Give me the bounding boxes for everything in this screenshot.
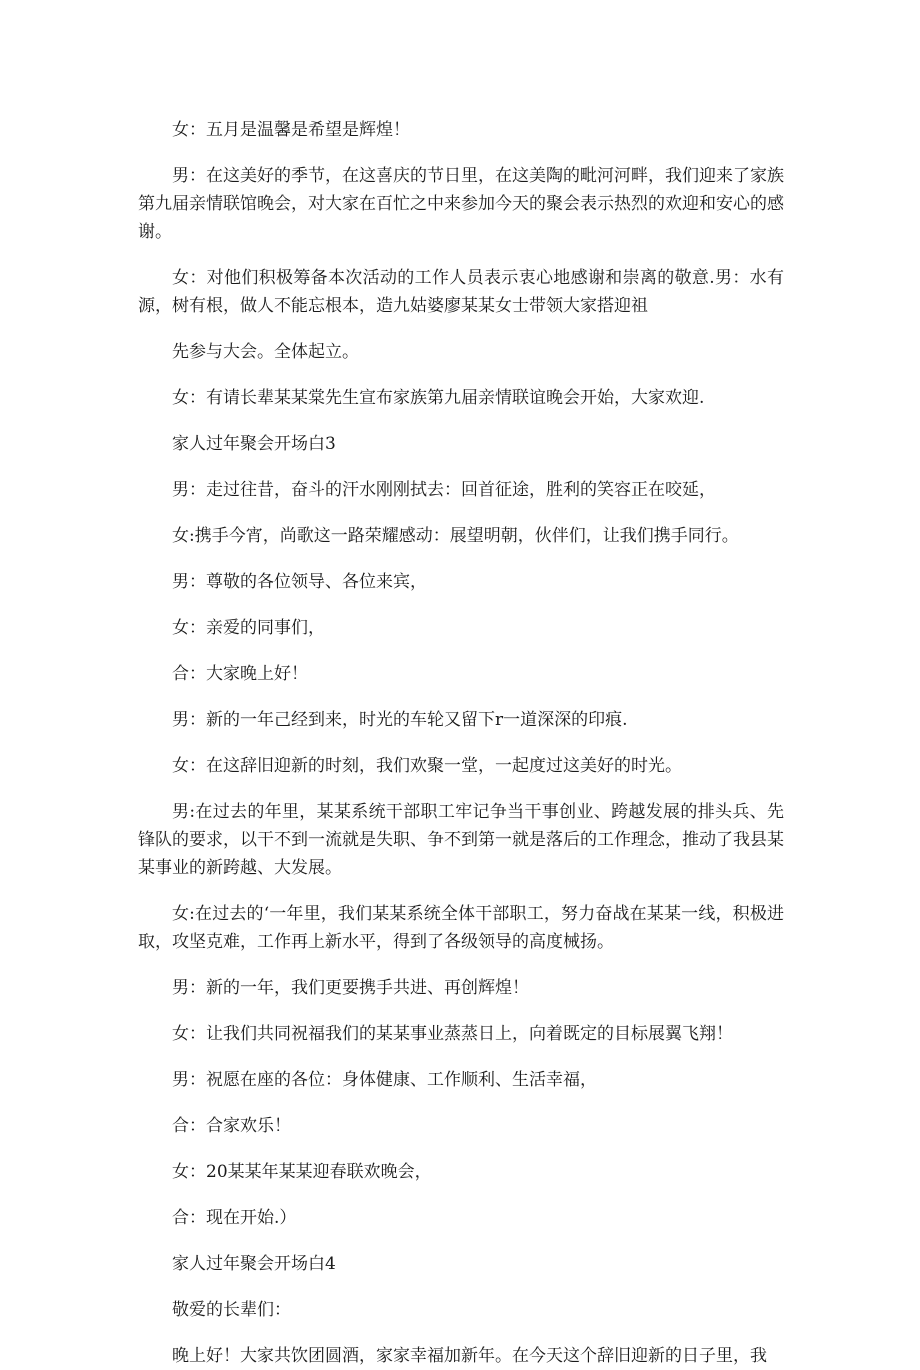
paragraph: 女：有请长辈某某棠先生宣布家族第九届亲情联谊晚会开始，大家欢迎. [172,388,705,408]
paragraph: 女:在过去的‘一年里，我们某某系统全体干部职工，努力奋战在某某一线，积极进取，攻坚克难，工作再上新水平，得到了各级领导的高度械扬。 [138,904,784,952]
paragraph: 女：亲爱的同事们， [172,618,325,638]
paragraph: 男：尊敬的各位领导、各位来宾， [172,572,427,592]
paragraph: 女：五月是温馨是希望是辉煌！ [172,120,410,140]
paragraph: 女：20某某年某某迎春联欢晚会， [172,1162,432,1182]
paragraph: 女：在这辞旧迎新的时刻，我们欢聚一堂，一起度过这美好的时光。 [172,756,682,776]
paragraph: 男：在这美好的季节，在这喜庆的节日里，在这美陶的毗河河畔，我们迎来了家族第九届亲情联馆晚会，对大家在百忙之中来参加今天的聚会表示热烈的欢迎和安心的感谢。 [138,166,784,242]
paragraph: 合：现在开始.） [172,1208,297,1228]
paragraph: 女：让我们共同祝福我们的某某事业蒸蒸日上，向着既定的目标展翼飞翔！ [172,1024,733,1044]
paragraph: 男：新的一年己经到来，时光的车轮又留下r一道深深的印痕. [172,710,628,730]
paragraph: 晚上好！大家共饮团圆酒，家家幸福加新年。在今天这个辞旧迎新的日子里，我 [172,1346,767,1366]
paragraph: 男：祝愿在座的各位：身体健康、工作顺利、生活幸福， [172,1070,597,1090]
paragraph: 男：新的一年，我们更要携手共进、再创辉煌！ [172,978,529,998]
paragraph: 合：大家晚上好！ [172,664,308,684]
paragraph: 男：走过往昔，奋斗的汗水刚刚拭去：回首征途，胜利的笑容正在咬延， [172,480,716,500]
section-heading: 家人过年聚会开场白3 [172,434,336,454]
paragraph: 先参与大会。全体起立。 [172,342,359,362]
paragraph: 敬爱的长辈们： [172,1300,291,1320]
paragraph: 女:携手今宵，尚歌这一路荣耀感动：展望明朝，伙伴们，让我们携手同行。 [172,526,739,546]
document-body [0,116,920,1370]
paragraph: 男:在过去的年里，某某系统干部职工牢记争当干事创业、跨越发展的排头兵、先锋队的要求，以干不到一流就是失职、争不到第一就是落后的工作理念，推动了我县某某事业的新跨越、大发展。 [138,802,784,878]
paragraph: 女：对他们积极筹备本次活动的工作人员表示衷心地感谢和崇离的敬意.男：水有源，树有根，做人不能忘根本，造九姑婆廖某某女士带领大家搭迎祖 [138,268,784,316]
paragraph: 合：合家欢乐！ [172,1116,291,1136]
section-heading: 家人过年聚会开场白4 [172,1254,336,1274]
